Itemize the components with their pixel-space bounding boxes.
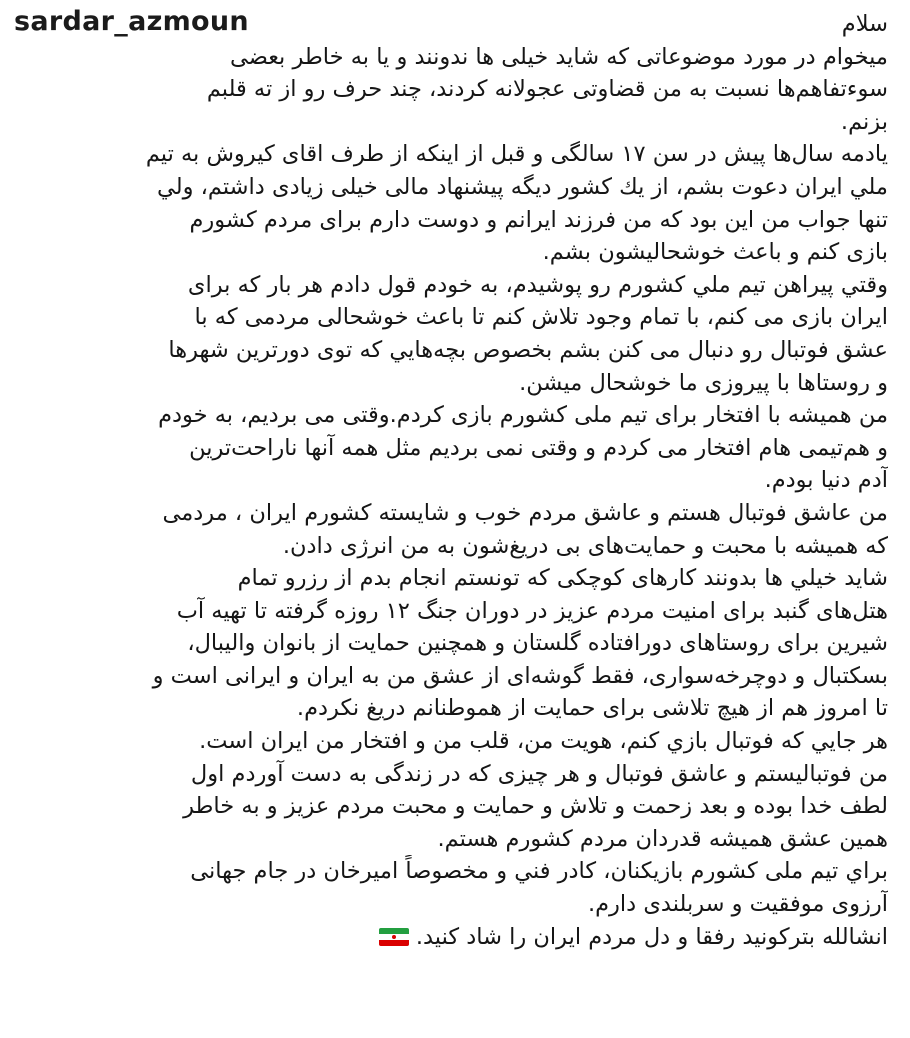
caption-line: هر جايي كه فوتبال بازي كنم، هويت من، قلب من و افتخار من ايران است. (199, 728, 888, 755)
caption-line: براي تيم ملی كشورم بازيكنان، كادر فني و مخصوصاً اميرخان در جام جهانى (190, 858, 888, 885)
caption-line: شیرین برای روستاهای دورافتاده گلستان و همچنین حمایت از بانوان والیبال، (187, 630, 888, 657)
caption-line: همین عشق همیشه قدردان مردم کشورم هستم. (437, 825, 888, 852)
caption-line: تا امروز هم از هیچ تلاشی برای حمایت از هموطنانم دریغ نکردم. (296, 695, 888, 722)
caption-line: شايد خيلي ها بدونند كارهاى كوچكى كه تونستم انجام بدم از رزرو تمام (237, 565, 888, 592)
caption-line: تنها جواب من این بود که من فرزند ایرانم و دوست دارم برای مردم کشورم (189, 206, 888, 233)
caption-line: من عاشق فوتبال هستم و عاشق مردم خوب و شایسته کشورم ایران ، مردمی (162, 499, 888, 526)
caption-line: بازی کنم و باعث خوشحالیشون بشم. (542, 239, 888, 266)
caption-line: که همیشه با محبت و حمایت‌های بی دریغ‌شون به من انرژی دادن. (282, 532, 888, 559)
post-caption (18, 8, 888, 953)
caption-line: لطف خدا بوده و بعد زحمت و تلاش و حمایت و محبت مردم عزیز و به خاطر (183, 793, 888, 820)
caption-line: عشق فوتبال رو دنبال می كنن بشم بخصوص بچه‌هايي كه توى دورترين شهرها (168, 336, 888, 363)
caption-line: و روستاها با پيروزى ما خوشحال ميشن. (519, 369, 888, 396)
iran-flag-icon (379, 928, 409, 946)
caption-line-text: انشالله بترکونید رفقا و دل مردم ایران را شاد کنید. (415, 923, 888, 950)
caption-line: آرزوی موفقيت و سربلندى دارم. (587, 891, 888, 918)
caption-line: بسکتبال و دوچرخه‌سواری، فقط گوشه‌ای از عشق من به ایران و ایرانی است و (152, 662, 888, 689)
caption-line: سلام (841, 11, 888, 37)
caption-line: هتل‌های گنبد برای امنیت مردم عزیز در دوران جنگ ۱۲ روزه گرفته تا تهیه آب (176, 597, 888, 624)
caption-line: میخوام در مورد موضوعاتی که شاید خیلی ها ندونند و یا به خاطر بعضی (229, 43, 888, 70)
caption-line: سوءتفاهم‌ها نسبت به من قضاوتی عجولانه کردند، چند حرف رو از ته قلبم (206, 76, 888, 103)
caption-line: بزنم. (840, 108, 888, 135)
caption-line: وقتي پيراهن تيم ملي كشورم رو پوشيدم، به خودم قول دادم هر بار كه براى (187, 271, 888, 298)
caption-line: و هم‌تیمی هام افتخار می کردم و وقتی نمی بردیم مثل همه آنها ناراحت‌ترین (189, 434, 888, 461)
caption-line: من همیشه با افتخار برای تیم ملی کشورم بازی کردم.وقتی می بردیم، به خودم (158, 402, 888, 429)
caption-last-line (18, 921, 888, 954)
caption-line: یادمه سال‌ها پیش در سن ۱۷ سالگی و قبل از اینکه از طرف اقای کیروش به تیم (145, 141, 888, 168)
caption-line: ايران بازى می كنم، با تمام وجود تلاش كنم تا باعث خوشحالى مردمى كه با (194, 304, 888, 331)
caption-line: آدم دنیا بودم. (764, 467, 888, 494)
username[interactable]: sardar_azmoun (14, 6, 249, 37)
caption-line: ملي ایران دعوت بشم، از يك كشور ديگه پیشنهاد مالی خیلی زیادی داشتم، ولي (157, 173, 888, 200)
caption-line: من فوتبالیستم و عاشق فوتبال و هر چیزی که در زندگی به دست آوردم اول (190, 760, 888, 787)
